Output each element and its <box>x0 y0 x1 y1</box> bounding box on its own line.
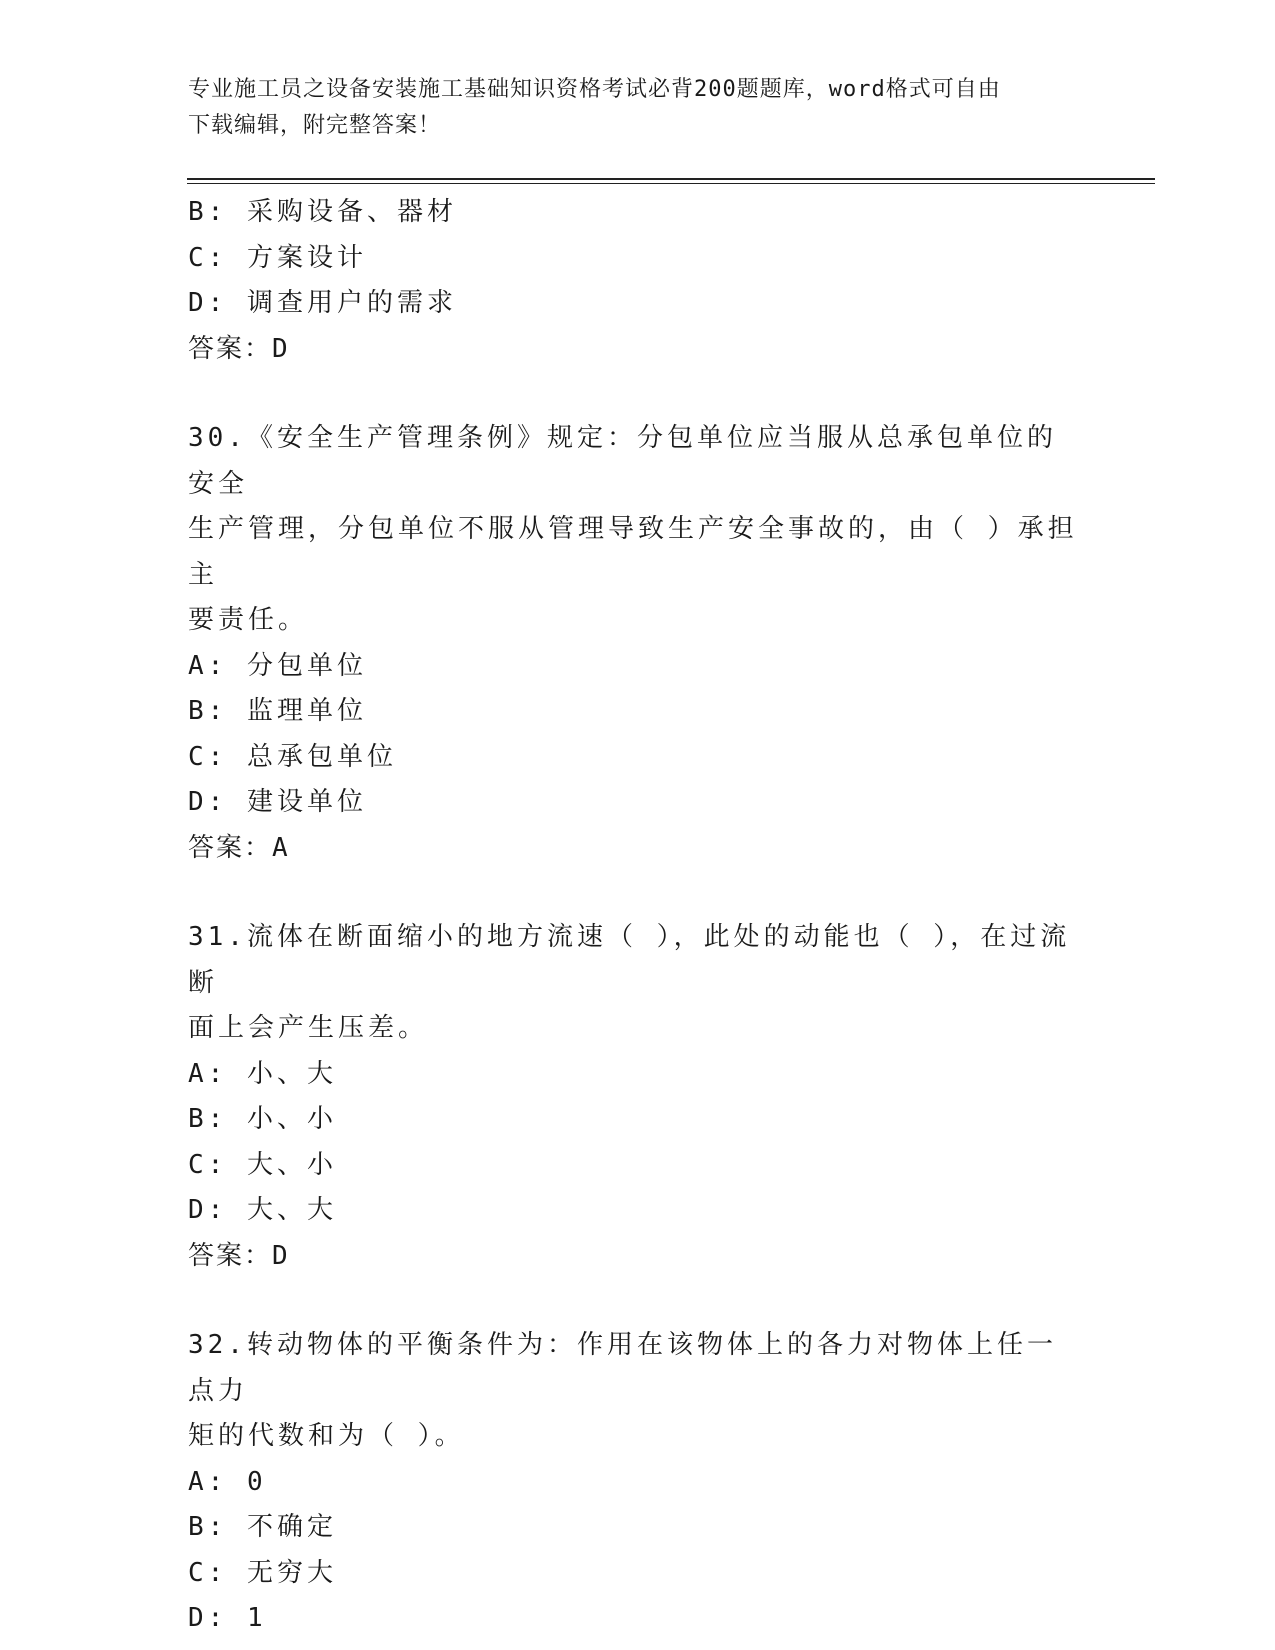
option-d: D: 大、大 <box>188 1195 337 1225</box>
stem-line: 生产管理，分包单位不服从管理导致生产安全事故的，由（ ）承担主 <box>188 514 1078 590</box>
header-line-1: 专业施工员之设备安装施工基础知识资格考试必背200题题库，word格式可自由 <box>188 77 1001 102</box>
option-b: B: 不确定 <box>188 1512 337 1542</box>
stem-line: 矩的代数和为（ ）。 <box>188 1421 465 1451</box>
answer-line: 答案：D <box>188 333 290 364</box>
option-d: D: 1 <box>188 1603 267 1633</box>
document-body <box>188 190 1088 1642</box>
answer-line: 答案：D <box>188 1240 290 1271</box>
stem-line: 要责任。 <box>188 605 309 635</box>
option-a: A: 0 <box>188 1466 267 1497</box>
option-c: C: 方案设计 <box>188 242 367 273</box>
document-header <box>188 72 1068 144</box>
option-c: C: 总承包单位 <box>188 741 397 772</box>
stem-line: 31.流体在断面缩小的地方流速（ ），此处的动能也（ ），在过流断 <box>188 922 1071 998</box>
answer-line: 答案：A <box>188 832 290 863</box>
question-stem <box>188 416 1078 644</box>
question-stem <box>188 1323 1078 1460</box>
stem-line: 32.转动物体的平衡条件为：作用在该物体上的各力对物体上任一点力 <box>188 1330 1057 1406</box>
question-32 <box>188 1323 1088 1642</box>
option-d: D: 建设单位 <box>188 787 367 817</box>
prev-question-tail <box>188 190 1088 372</box>
option-b: B: 采购设备、器材 <box>188 197 457 227</box>
option-a: A: 分包单位 <box>188 650 367 681</box>
question-31 <box>188 915 1088 1279</box>
option-b: B: 监理单位 <box>188 696 367 726</box>
stem-line: 30.《安全生产管理条例》规定：分包单位应当服从总承包单位的安全 <box>188 423 1057 499</box>
header-divider-thick <box>187 178 1155 180</box>
option-c: C: 无穷大 <box>188 1557 337 1588</box>
option-d: D: 调查用户的需求 <box>188 288 457 318</box>
option-c: C: 大、小 <box>188 1149 337 1180</box>
question-stem <box>188 915 1078 1052</box>
header-line-2: 下载编辑，附完整答案！ <box>188 113 442 138</box>
option-b: B: 小、小 <box>188 1104 337 1134</box>
stem-line: 面上会产生压差。 <box>188 1013 429 1043</box>
question-30 <box>188 416 1088 871</box>
header-divider-thin <box>187 183 1155 184</box>
option-a: A: 小、大 <box>188 1058 337 1089</box>
